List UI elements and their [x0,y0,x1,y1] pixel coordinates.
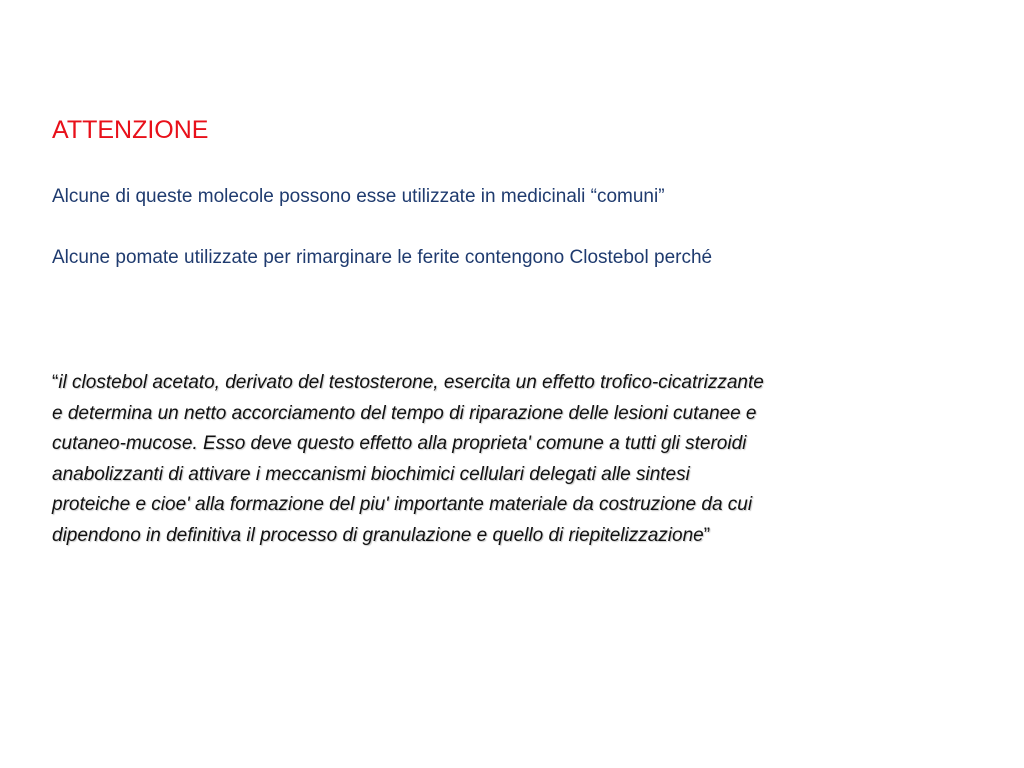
statement-medicines: Alcune di queste molecole possono esse utilizzate in medicinali “comuni” [52,186,665,207]
quote-block [52,368,957,551]
quote-close-mark: ” [703,524,711,546]
statement-ointments: Alcune pomate utilizzate per rimarginare le ferite contengono Clostebol perché [52,247,713,268]
quote-text: dipendono in definitiva il processo di granulazione e quello di riepitelizzazione [52,524,704,546]
quote-line: cutaneo-mucose. Esso deve questo effetto alla proprieta' comune a tutti gli steroidi [52,433,747,454]
quote-open-mark: “ [52,372,59,393]
quote-line [52,368,957,399]
slide-heading: ATTENZIONE [52,116,209,144]
quote-text: il clostebol acetato, derivato del testosterone, esercita un effetto trofico-cicatrizzante [58,372,764,393]
quote-line: e determina un netto accorciamento del tempo di riparazione delle lesioni cutanee e [52,402,757,424]
quote-line: anabolizzanti di attivare i meccanismi biochimici cellulari delegati alle sintesi [52,463,690,485]
quote-line [52,521,957,552]
quote-line: proteiche e cioe' alla formazione del piu' importante materiale da costruzione da cui [52,494,753,515]
